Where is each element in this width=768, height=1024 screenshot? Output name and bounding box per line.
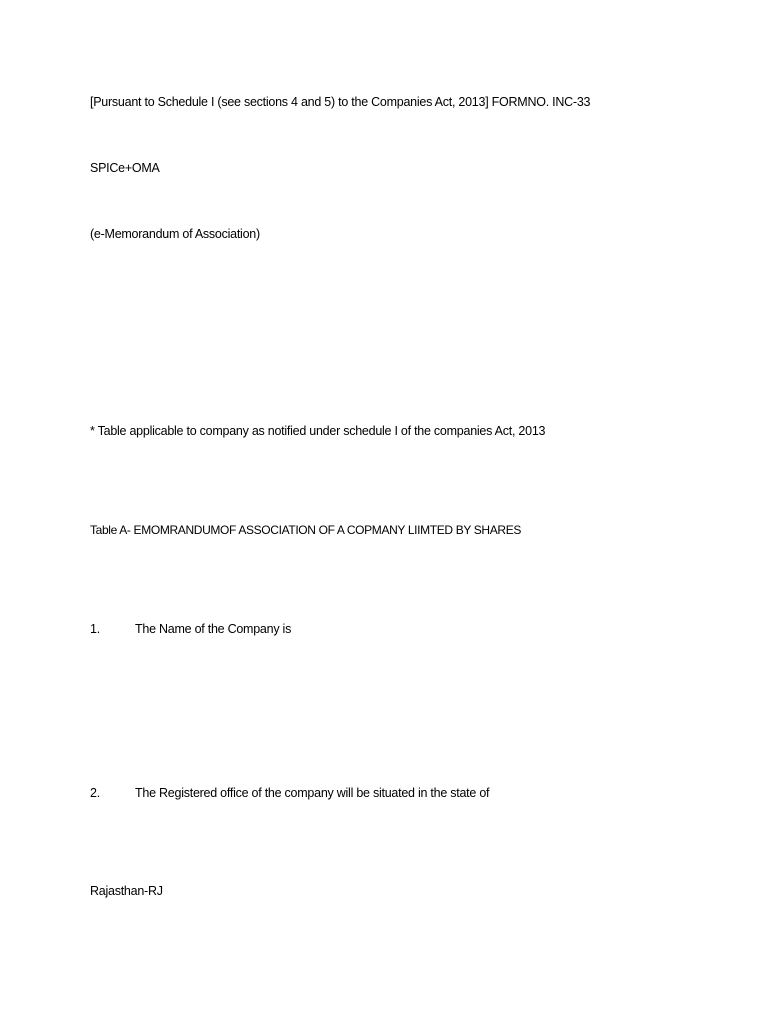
form-name: SPICe+OMA bbox=[90, 161, 160, 175]
clause-text: The Registered office of the company will be situated in the state of bbox=[135, 786, 490, 800]
clause-number: 1. bbox=[90, 622, 100, 636]
table-title: Table A- EMOMRANDUMOF ASSOCIATION OF A COPMANY LIIMTED BY SHARES bbox=[90, 523, 522, 537]
clause-number: 2. bbox=[90, 786, 100, 800]
clause-2 bbox=[90, 785, 489, 801]
state-value: Rajasthan-RJ bbox=[90, 884, 163, 898]
clause-text: The Name of the Company is bbox=[135, 622, 292, 636]
header-line: [Pursuant to Schedule I (see sections 4 and 5) to the Companies Act, 2013] FORMNO. INC-33 bbox=[90, 95, 591, 109]
clause-1 bbox=[90, 621, 291, 637]
document-subtitle: (e-Memorandum of Association) bbox=[90, 227, 260, 241]
table-note: * Table applicable to company as notified under schedule I of the companies Act, 2013 bbox=[90, 424, 546, 438]
